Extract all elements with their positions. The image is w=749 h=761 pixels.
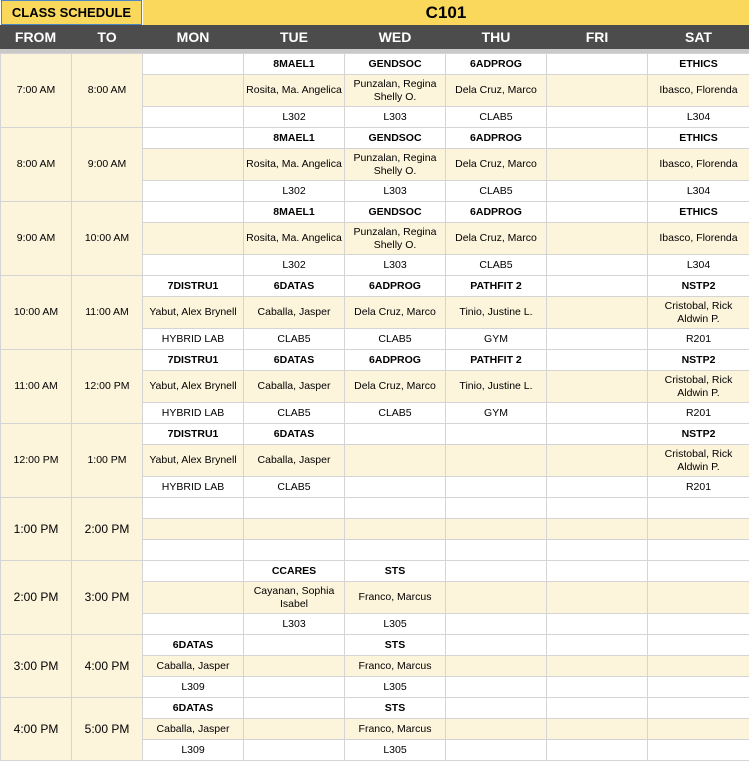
instructor-cell: Yabut, Alex Brynell xyxy=(143,445,244,477)
room-cell: L305 xyxy=(345,614,446,635)
time-to: 10:00 AM xyxy=(72,202,143,276)
course-code-cell: 8MAEL1 xyxy=(244,128,345,149)
time-from: 2:00 PM xyxy=(1,561,72,635)
instructor-cell xyxy=(446,582,547,614)
course-code-cell xyxy=(547,698,648,719)
course-code-cell xyxy=(446,498,547,519)
instructor-cell xyxy=(547,223,648,255)
course-code-cell: ETHICS xyxy=(648,54,749,75)
header-to: TO xyxy=(72,25,142,49)
course-code-cell: CCARES xyxy=(244,561,345,582)
room-cell xyxy=(547,329,648,350)
instructor-cell: Franco, Marcus xyxy=(345,656,446,677)
instructor-cell xyxy=(446,519,547,540)
time-to: 4:00 PM xyxy=(72,635,143,698)
table-row xyxy=(1,424,749,445)
instructor-cell: Punzalan, Regina Shelly O. xyxy=(345,75,446,107)
room-cell: R201 xyxy=(648,477,749,498)
time-from: 12:00 PM xyxy=(1,424,72,498)
course-code-cell xyxy=(547,128,648,149)
course-code-cell xyxy=(446,698,547,719)
course-code-cell: PATHFIT 2 xyxy=(446,276,547,297)
course-code-cell xyxy=(244,498,345,519)
instructor-cell xyxy=(547,75,648,107)
course-code-cell xyxy=(648,635,749,656)
instructor-cell xyxy=(143,223,244,255)
instructor-cell: Dela Cruz, Marco xyxy=(345,371,446,403)
instructor-cell: Cristobal, Rick Aldwin P. xyxy=(648,297,749,329)
time-from: 3:00 PM xyxy=(1,635,72,698)
room-title: C101 xyxy=(143,0,749,25)
room-cell xyxy=(547,614,648,635)
time-from: 11:00 AM xyxy=(1,350,72,424)
course-code-cell xyxy=(446,424,547,445)
table-row xyxy=(1,698,749,719)
room-cell: L302 xyxy=(244,107,345,128)
course-code-cell: ETHICS xyxy=(648,202,749,223)
course-code-cell xyxy=(345,498,446,519)
room-cell: L303 xyxy=(244,614,345,635)
course-code-cell xyxy=(143,498,244,519)
room-cell xyxy=(648,740,749,761)
course-code-cell xyxy=(648,698,749,719)
instructor-cell xyxy=(547,149,648,181)
course-code-cell xyxy=(648,561,749,582)
course-code-cell: 7DISTRU1 xyxy=(143,424,244,445)
instructor-cell xyxy=(345,519,446,540)
course-code-cell: 6ADPROG xyxy=(345,350,446,371)
course-code-cell xyxy=(547,54,648,75)
instructor-cell: Rosita, Ma. Angelica xyxy=(244,75,345,107)
course-code-cell xyxy=(547,202,648,223)
course-code-cell xyxy=(547,276,648,297)
room-cell: L303 xyxy=(345,107,446,128)
course-code-cell xyxy=(547,350,648,371)
course-code-cell xyxy=(547,561,648,582)
instructor-cell: Yabut, Alex Brynell xyxy=(143,371,244,403)
room-cell xyxy=(244,540,345,561)
instructor-cell: Tinio, Justine L. xyxy=(446,297,547,329)
course-code-cell: GENDSOC xyxy=(345,54,446,75)
instructor-cell: Ibasco, Florenda xyxy=(648,149,749,181)
room-cell: CLAB5 xyxy=(244,477,345,498)
instructor-cell xyxy=(547,371,648,403)
instructor-cell: Franco, Marcus xyxy=(345,582,446,614)
room-cell xyxy=(143,181,244,202)
header-mon: MON xyxy=(143,25,243,49)
room-cell: HYBRID LAB xyxy=(143,477,244,498)
instructor-cell xyxy=(446,656,547,677)
room-cell: L309 xyxy=(143,740,244,761)
instructor-cell xyxy=(446,445,547,477)
instructor-cell: Caballa, Jasper xyxy=(244,371,345,403)
course-code-cell: PATHFIT 2 xyxy=(446,350,547,371)
room-cell: CLAB5 xyxy=(345,329,446,350)
class-schedule-label: CLASS SCHEDULE xyxy=(1,0,142,25)
room-cell xyxy=(547,107,648,128)
header-thu: THU xyxy=(446,25,546,49)
time-from: 8:00 AM xyxy=(1,128,72,202)
instructor-cell xyxy=(244,519,345,540)
course-code-cell: 6DATAS xyxy=(244,350,345,371)
room-cell xyxy=(446,677,547,698)
instructor-cell: Franco, Marcus xyxy=(345,719,446,740)
course-code-cell xyxy=(143,54,244,75)
instructor-cell: Punzalan, Regina Shelly O. xyxy=(345,223,446,255)
title-bar xyxy=(0,0,749,25)
time-from: 10:00 AM xyxy=(1,276,72,350)
room-cell: HYBRID LAB xyxy=(143,403,244,424)
course-code-cell xyxy=(446,561,547,582)
course-code-cell: 8MAEL1 xyxy=(244,54,345,75)
instructor-cell: Ibasco, Florenda xyxy=(648,75,749,107)
instructor-cell xyxy=(648,519,749,540)
instructor-cell xyxy=(244,719,345,740)
instructor-cell xyxy=(143,582,244,614)
instructor-cell: Yabut, Alex Brynell xyxy=(143,297,244,329)
course-code-cell xyxy=(143,128,244,149)
room-cell xyxy=(446,614,547,635)
course-code-cell xyxy=(547,498,648,519)
room-cell: L304 xyxy=(648,255,749,276)
table-row xyxy=(1,561,749,582)
instructor-cell: Caballa, Jasper xyxy=(143,656,244,677)
room-cell xyxy=(143,255,244,276)
room-cell xyxy=(446,740,547,761)
course-code-cell: NSTP2 xyxy=(648,276,749,297)
table-row xyxy=(1,635,749,656)
room-cell xyxy=(244,740,345,761)
header-fri: FRI xyxy=(547,25,647,49)
instructor-cell xyxy=(446,719,547,740)
room-cell: CLAB5 xyxy=(244,329,345,350)
instructor-cell xyxy=(547,297,648,329)
instructor-cell: Punzalan, Regina Shelly O. xyxy=(345,149,446,181)
course-code-cell: 6ADPROG xyxy=(446,202,547,223)
room-cell: GYM xyxy=(446,329,547,350)
course-code-cell: STS xyxy=(345,561,446,582)
instructor-cell: Dela Cruz, Marco xyxy=(446,149,547,181)
schedule-table xyxy=(0,53,749,761)
instructor-cell xyxy=(143,149,244,181)
table-row xyxy=(1,350,749,371)
course-code-cell: 6ADPROG xyxy=(446,128,547,149)
header-wed: WED xyxy=(345,25,445,49)
time-from: 7:00 AM xyxy=(1,54,72,128)
course-code-cell: GENDSOC xyxy=(345,202,446,223)
room-cell: L305 xyxy=(345,677,446,698)
instructor-cell xyxy=(244,656,345,677)
room-cell xyxy=(648,540,749,561)
room-cell xyxy=(547,181,648,202)
instructor-cell: Caballa, Jasper xyxy=(143,719,244,740)
room-cell xyxy=(345,540,446,561)
instructor-cell: Rosita, Ma. Angelica xyxy=(244,149,345,181)
header-from: FROM xyxy=(0,25,71,49)
course-code-cell: ETHICS xyxy=(648,128,749,149)
course-code-cell: 7DISTRU1 xyxy=(143,350,244,371)
room-cell xyxy=(547,403,648,424)
instructor-cell xyxy=(547,519,648,540)
room-cell xyxy=(648,614,749,635)
time-to: 1:00 PM xyxy=(72,424,143,498)
course-code-cell: 6ADPROG xyxy=(345,276,446,297)
time-from: 4:00 PM xyxy=(1,698,72,761)
room-cell: CLAB5 xyxy=(244,403,345,424)
room-cell: CLAB5 xyxy=(446,255,547,276)
instructor-cell xyxy=(547,719,648,740)
room-cell: CLAB5 xyxy=(446,181,547,202)
time-from: 9:00 AM xyxy=(1,202,72,276)
instructor-cell: Ibasco, Florenda xyxy=(648,223,749,255)
time-to: 2:00 PM xyxy=(72,498,143,561)
room-cell xyxy=(446,540,547,561)
header-tue: TUE xyxy=(244,25,344,49)
room-cell: CLAB5 xyxy=(446,107,547,128)
instructor-cell: Tinio, Justine L. xyxy=(446,371,547,403)
course-code-cell: 8MAEL1 xyxy=(244,202,345,223)
room-cell: L309 xyxy=(143,677,244,698)
course-code-cell xyxy=(547,424,648,445)
room-cell: L303 xyxy=(345,255,446,276)
course-code-cell: STS xyxy=(345,635,446,656)
time-to: 12:00 PM xyxy=(72,350,143,424)
time-to: 9:00 AM xyxy=(72,128,143,202)
course-code-cell xyxy=(547,635,648,656)
instructor-cell xyxy=(547,656,648,677)
instructor-cell: Cristobal, Rick Aldwin P. xyxy=(648,445,749,477)
room-cell xyxy=(547,740,648,761)
room-cell: R201 xyxy=(648,329,749,350)
room-cell: L304 xyxy=(648,107,749,128)
header-sat: SAT xyxy=(648,25,749,49)
room-cell: HYBRID LAB xyxy=(143,329,244,350)
time-to: 8:00 AM xyxy=(72,54,143,128)
room-cell xyxy=(547,677,648,698)
time-to: 11:00 AM xyxy=(72,276,143,350)
instructor-cell xyxy=(143,519,244,540)
course-code-cell: 6DATAS xyxy=(143,698,244,719)
time-to: 5:00 PM xyxy=(72,698,143,761)
instructor-cell xyxy=(547,582,648,614)
course-code-cell xyxy=(345,424,446,445)
course-code-cell: GENDSOC xyxy=(345,128,446,149)
course-code-cell: NSTP2 xyxy=(648,350,749,371)
room-cell: R201 xyxy=(648,403,749,424)
instructor-cell xyxy=(345,445,446,477)
course-code-cell: STS xyxy=(345,698,446,719)
room-cell: L302 xyxy=(244,181,345,202)
room-cell: CLAB5 xyxy=(345,403,446,424)
room-cell xyxy=(143,540,244,561)
instructor-cell xyxy=(648,582,749,614)
table-row xyxy=(1,202,749,223)
course-code-cell xyxy=(244,635,345,656)
course-code-cell xyxy=(648,498,749,519)
room-cell xyxy=(547,255,648,276)
instructor-cell: Dela Cruz, Marco xyxy=(446,75,547,107)
course-code-cell: 6DATAS xyxy=(244,424,345,445)
instructor-cell xyxy=(648,719,749,740)
room-cell: GYM xyxy=(446,403,547,424)
instructor-cell: Caballa, Jasper xyxy=(244,297,345,329)
table-row xyxy=(1,498,749,519)
room-cell xyxy=(143,107,244,128)
instructor-cell: Dela Cruz, Marco xyxy=(446,223,547,255)
course-code-cell: 7DISTRU1 xyxy=(143,276,244,297)
instructor-cell: Caballa, Jasper xyxy=(244,445,345,477)
room-cell xyxy=(446,477,547,498)
course-code-cell xyxy=(143,202,244,223)
room-cell: L303 xyxy=(345,181,446,202)
room-cell xyxy=(547,477,648,498)
room-cell xyxy=(547,540,648,561)
instructor-cell: Rosita, Ma. Angelica xyxy=(244,223,345,255)
course-code-cell xyxy=(446,635,547,656)
instructor-cell: Cayanan, Sophia Isabel xyxy=(244,582,345,614)
course-code-cell xyxy=(244,698,345,719)
column-header-row xyxy=(0,25,749,49)
course-code-cell: 6DATAS xyxy=(244,276,345,297)
instructor-cell xyxy=(547,445,648,477)
table-row xyxy=(1,276,749,297)
course-code-cell: 6DATAS xyxy=(143,635,244,656)
room-cell xyxy=(244,677,345,698)
instructor-cell xyxy=(648,656,749,677)
instructor-cell: Dela Cruz, Marco xyxy=(345,297,446,329)
instructor-cell: Cristobal, Rick Aldwin P. xyxy=(648,371,749,403)
time-from: 1:00 PM xyxy=(1,498,72,561)
table-row xyxy=(1,128,749,149)
room-cell: L304 xyxy=(648,181,749,202)
room-cell xyxy=(143,614,244,635)
course-code-cell xyxy=(143,561,244,582)
course-code-cell: NSTP2 xyxy=(648,424,749,445)
room-cell xyxy=(648,677,749,698)
room-cell: L302 xyxy=(244,255,345,276)
room-cell: L305 xyxy=(345,740,446,761)
instructor-cell xyxy=(143,75,244,107)
time-to: 3:00 PM xyxy=(72,561,143,635)
room-cell xyxy=(345,477,446,498)
course-code-cell: 6ADPROG xyxy=(446,54,547,75)
table-row xyxy=(1,54,749,75)
